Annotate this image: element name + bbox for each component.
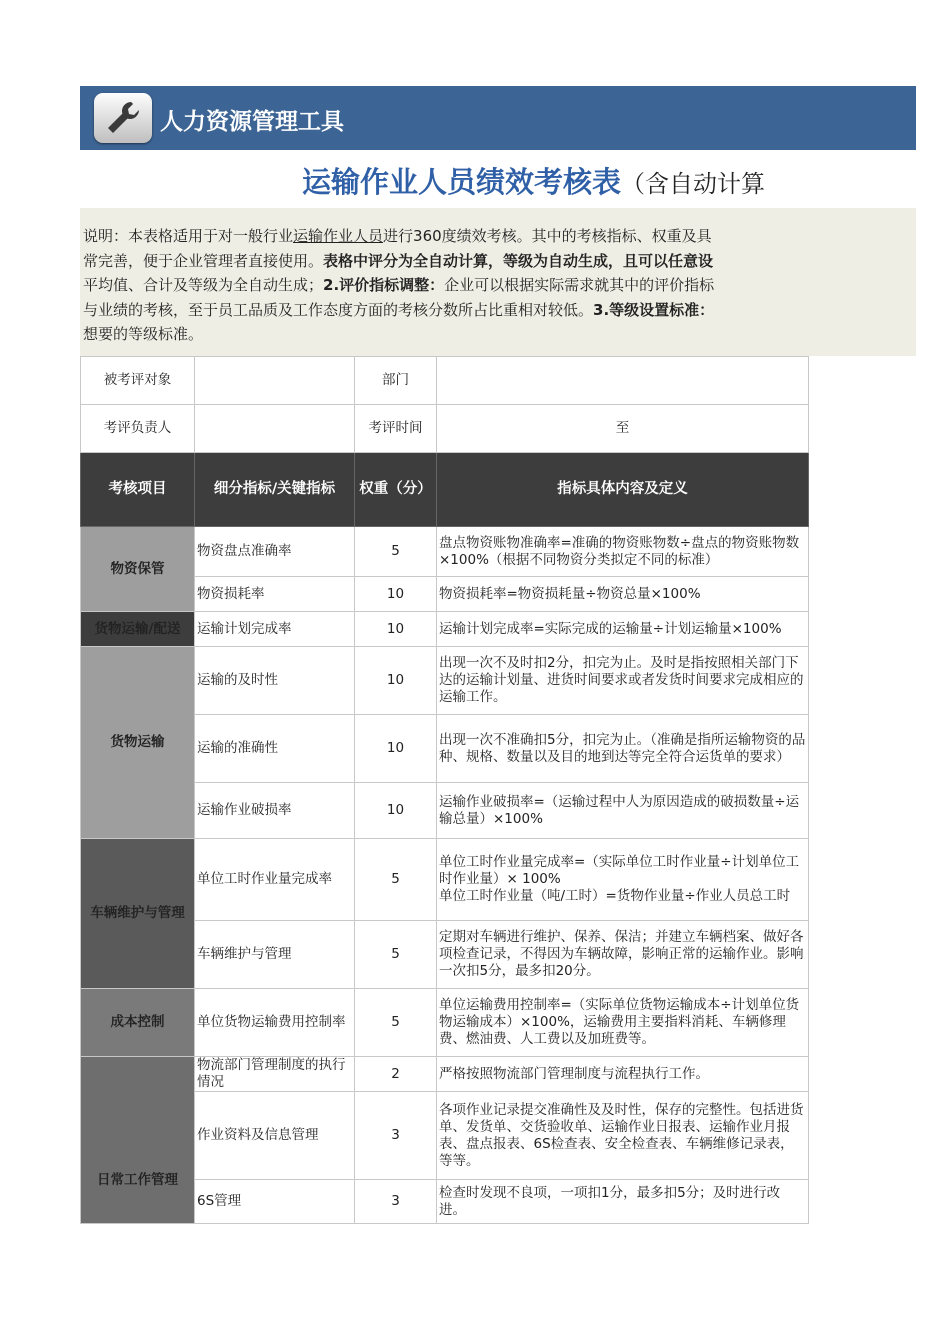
category-cell: 日常工作管理: [81, 1057, 195, 1224]
wrench-icon: [94, 93, 152, 143]
table-row: [81, 839, 809, 921]
table-row: [81, 527, 809, 577]
indicator-cell: 运输计划完成率: [195, 612, 355, 647]
definition-cell: 检查时发现不良项，一项扣1分，最多扣5分；及时进行改进。: [437, 1180, 809, 1224]
desc-part: 与业绩的考核，至于员工品质及工作态度方面的考核分数所占比重相对较低。: [83, 300, 594, 319]
target-value-cell[interactable]: [195, 357, 355, 405]
indicator-cell: 物资损耗率: [195, 577, 355, 612]
dept-value-cell[interactable]: [437, 357, 809, 405]
app-banner: [80, 86, 916, 150]
weight-cell: 2: [355, 1057, 437, 1092]
definition-cell: 定期对车辆进行维护、保养、保洁；并建立车辆档案、做好各项检查记录，不得因为车辆故障，影响正常的运输作业。影响一次扣5分，最多扣20分。: [437, 921, 809, 989]
definition-cell: [437, 839, 809, 921]
category-cell: 成本控制: [81, 989, 195, 1057]
page-title-main: 运输作业人员绩效考核表: [302, 165, 622, 199]
weight-cell: 10: [355, 577, 437, 612]
header-weight: 权重（分）: [355, 453, 437, 527]
time-range-cell[interactable]: 至: [437, 405, 809, 453]
indicator-cell: 运输的准确性: [195, 715, 355, 783]
definition-cell: 盘点物资账物准确率=准确的物资账物数÷盘点的物资账物数×100%（根据不同物资分类拟定不同的标准）: [437, 527, 809, 577]
weight-cell: 3: [355, 1092, 437, 1180]
indicator-cell: 车辆维护与管理: [195, 921, 355, 989]
indicator-cell: 运输作业破损率: [195, 783, 355, 839]
page-title-sub: （含自动计算: [621, 170, 766, 198]
weight-cell: 10: [355, 783, 437, 839]
table-header-row: [81, 453, 809, 527]
header-category: 考核项目: [81, 453, 195, 527]
desc-part: 平均值、合计及等级为全自动生成；: [83, 276, 324, 294]
description-text: [83, 224, 813, 350]
desc-bold: 2.评价指标调整：: [323, 276, 445, 294]
desc-part: 企业可以根据实际需求就其中的评价指标: [444, 276, 715, 294]
category-cell: 货物运输/配送: [81, 612, 195, 647]
indicator-cell: 运输的及时性: [195, 647, 355, 715]
weight-cell: 10: [355, 612, 437, 647]
page-title: [302, 160, 914, 204]
header-definition: 指标具体内容及定义: [437, 453, 809, 527]
indicator-cell: 物资盘点准确率: [195, 527, 355, 577]
desc-underlined: 运输作业人员: [293, 227, 384, 245]
weight-cell: 10: [355, 715, 437, 783]
info-row: [81, 405, 809, 453]
info-row: [81, 357, 809, 405]
weight-cell: 5: [355, 839, 437, 921]
desc-bold: 3.等级设置标准：: [593, 300, 715, 319]
definition-cell: 出现一次不准确扣5分，扣完为止。（准确是指所运输物资的品种、规格、数量以及目的地到达等完全符合运货单的要求）: [437, 715, 809, 783]
appraisal-table: [80, 356, 809, 1224]
table-row: [81, 612, 809, 647]
table-row: [81, 1057, 809, 1092]
weight-cell: 10: [355, 647, 437, 715]
definition-cell: 运输计划完成率=实际完成的运输量÷计划运输量×100%: [437, 612, 809, 647]
definition-cell: 各项作业记录提交准确性及及时性，保存的完整性。包括进货单、发货单、交货验收单、运输作业日报表、运输作业月报表、盘点报表、6S检查表、安全检查表、车辆维修记录表，等等。: [437, 1092, 809, 1180]
definition-cell: 单位运输费用控制率=（实际单位货物运输成本÷计划单位货物运输成本）×100%，运输费用主要指料消耗、车辆修理费、燃油费、人工费以及加班费等。: [437, 989, 809, 1057]
indicator-cell: 单位货物运输费用控制率: [195, 989, 355, 1057]
desc-bold: 表格中评分为全自动计算，等级为自动生成，且可以任意设: [323, 251, 714, 270]
indicator-cell: 物流部门管理制度的执行情况: [195, 1057, 355, 1092]
weight-cell: 5: [355, 527, 437, 577]
category-cell: 车辆维护与管理: [81, 839, 195, 989]
desc-part: 说明：本表格适用于对一般行业: [83, 227, 294, 245]
description-panel: [80, 208, 916, 356]
indicator-cell: 6S管理: [195, 1180, 355, 1224]
leader-label: 考评负责人: [81, 405, 195, 453]
table-row: [81, 647, 809, 715]
category-cell: 物资保管: [81, 527, 195, 612]
leader-value-cell[interactable]: [195, 405, 355, 453]
definition-line: 单位工时作业量完成率=（实际单位工时作业量÷计划单位工时作业量）× 100%: [439, 854, 800, 887]
definition-line: 单位工时作业量（吨/工时）=货物作业量÷作业人员总工时: [439, 888, 791, 904]
category-cell: 货物运输: [81, 647, 195, 839]
definition-cell: 物资损耗率=物资损耗量÷物资总量×100%: [437, 577, 809, 612]
weight-cell: 5: [355, 989, 437, 1057]
app-title: 人力资源管理工具: [160, 109, 344, 135]
time-label: 考评时间: [355, 405, 437, 453]
indicator-cell: 单位工时作业量完成率: [195, 839, 355, 921]
definition-cell: 出现一次不及时扣2分，扣完为止。及时是指按照相关部门下达的运输计划量、进货时间要求或者发货时间要求完成相应的运输工作。: [437, 647, 809, 715]
definition-cell: 运输作业破损率=（运输过程中人为原因造成的破损数量÷运输总量）×100%: [437, 783, 809, 839]
weight-cell: 5: [355, 921, 437, 989]
weight-cell: 3: [355, 1180, 437, 1224]
table-row: [81, 989, 809, 1057]
desc-part: 想要的等级标准。: [83, 325, 204, 343]
indicator-cell: 作业资料及信息管理: [195, 1092, 355, 1180]
header-indicator: 细分指标/关键指标: [195, 453, 355, 527]
definition-cell: 严格按照物流部门管理制度与流程执行工作。: [437, 1057, 809, 1092]
desc-part: 进行360度绩效考核。其中的考核指标、权重及具: [383, 227, 712, 245]
dept-label: 部门: [355, 357, 437, 405]
desc-part: 常完善，便于企业管理者直接使用。: [83, 251, 324, 270]
target-label: 被考评对象: [81, 357, 195, 405]
